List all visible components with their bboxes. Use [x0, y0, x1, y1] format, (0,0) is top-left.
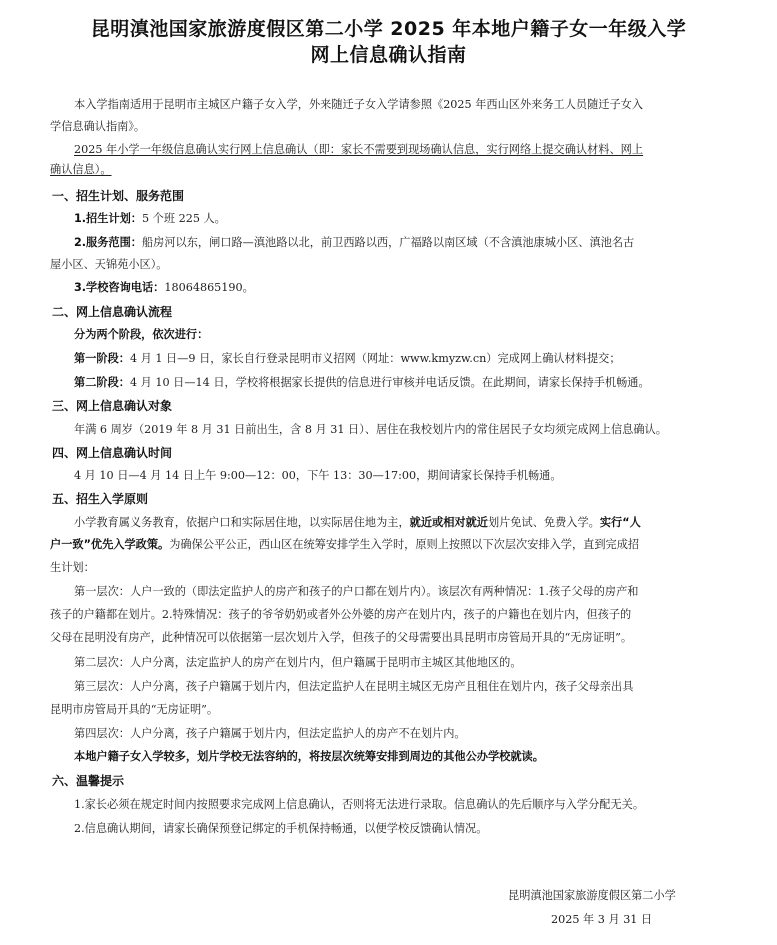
level1-line2: 孩子的户籍都在划片。2.特殊情况：孩子的爷爷奶奶或者外公外婆的房产在划片内，孩子的户籍也在划片内，但孩子的 [50, 608, 632, 621]
section1-heading: 一、招生计划、服务范围 [52, 189, 185, 203]
phone-label: 3.学校咨询电话： [74, 281, 165, 294]
principle-line1 [74, 516, 641, 530]
intro-line2: 学信息确认指南》。 [50, 120, 146, 133]
stage1-label: 第一阶段： [74, 352, 130, 365]
principle-line3: 生计划： [50, 561, 95, 574]
level2-line: 第二层次：人户分离，法定监护人的房产在划片内，但户籍属于昆明市主城区其他地区的。 [74, 656, 522, 669]
level1-line1: 第一层次：人户一致的（即法定监护人的房产和孩子的户口都在划片内）。该层次有两种情况：1.孩子父母的房产和 [74, 585, 639, 598]
scope-label: 2.服务范围： [74, 236, 142, 249]
plan-text: 5 个班 225 人。 [141, 212, 226, 225]
notice-line1: 2025 年小学一年级信息确认实行网上信息确认（即：家长不需要到现场确认信息，实行网络上提交确认材料、网上 [74, 143, 644, 156]
stage2-label: 第二阶段： [74, 376, 130, 389]
section3-heading: 三、网上信息确认对象 [52, 399, 173, 413]
stage1-text: 4 月 1 日—9 日，家长自行登录昆明市义招网（网址：www.kmyzw.cn）完成网上确认材料提交； [129, 352, 621, 365]
principle-emphasis-policy-b: 户一致”优先入学政策。 [50, 538, 170, 551]
principle-line2 [50, 538, 639, 552]
level1-line3: 父母在昆明没有房产，此种情况可以依据第一层次划片入学，但孩子的父母需要出具昆明市房管局开具的“无房证明”。 [50, 631, 633, 644]
notice-line2: 确认信息）。 [50, 163, 112, 176]
stage-intro: 分为两个阶段，依次进行： [74, 328, 209, 341]
level3-line2: 昆明市房管局开具的“无房证明”。 [50, 703, 219, 716]
plan-label: 1.招生计划： [74, 212, 142, 225]
stage2-item [74, 376, 650, 390]
principle-text-c: 划片免试、免费入学。 [487, 516, 600, 529]
section2-heading: 二、网上信息确认流程 [52, 305, 173, 319]
section3-text: 年满 6 周岁（2019 年 8 月 31 日前出生，含 8 月 31 日）、居住在我校划片内的常住居民子女均须完成网上信息确认。 [74, 423, 667, 436]
tip1: 1.家长必须在规定时间内按照要求完成网上信息确认，否则将无法进行录取。信息确认的先后顺序与入学分配无关。 [74, 798, 645, 811]
scope-text-line1: 船房河以东，闸口路—滇池路以北，前卫西路以西，广福路以南区域（不含滇池康城小区、滇池名古 [141, 236, 635, 249]
scope-item [74, 236, 634, 250]
document-title-line2: 网上信息确认指南 [310, 44, 467, 66]
plan-item [74, 212, 226, 226]
section6-heading: 六、温馨提示 [52, 774, 125, 788]
principle-emphasis-nearby: 就近或相对就近 [409, 516, 488, 529]
stage2-text: 4 月 10 日—14 日，学校将根据家长提供的信息进行审核并电话反馈。在此期间，请家长保持手机畅通。 [129, 376, 650, 389]
document-title-line1: 昆明滇池国家旅游度假区第二小学 2025 年本地户籍子女一年级入学 [90, 18, 687, 40]
principle-text-a: 小学教育属义务教育，依据户口和实际居住地，以实际居住地为主， [74, 516, 410, 529]
section5-heading: 五、招生入学原则 [52, 492, 149, 506]
stage1-item [74, 352, 621, 366]
scope-text-line2: 屋小区、天锦苑小区）。 [50, 258, 168, 271]
principle-text-l2: 为确保公平公正，西山区在统筹安排学生入学时，原则上按照以下次层次安排入学，直到完成招 [169, 538, 640, 551]
capacity-note: 本地户籍子女入学较多，划片学校无法容纳的，将按层次统筹安排到周边的其他公办学校就读。 [74, 750, 544, 763]
level3-line1: 第三层次：人户分离，孩子户籍属于划片内，但法定监护人在昆明主城区无房产且租住在划片内，孩子父母亲出具 [74, 680, 634, 693]
section4-heading: 四、网上信息确认时间 [52, 446, 173, 460]
principle-emphasis-policy-a: 实行“人 [599, 516, 641, 529]
intro-line1: 本入学指南适用于昆明市主城区户籍子女入学，外来随迁子女入学请参照《2025 年西山区外来务工人员随迁子女入 [74, 98, 644, 111]
tip2: 2.信息确认期间，请家长确保预登记绑定的手机保持畅通，以便学校反馈确认情况。 [74, 822, 488, 835]
phone-item [74, 281, 254, 295]
phone-text: 18064865190。 [164, 281, 254, 294]
signature-date: 2025 年 3 月 31 日 [551, 913, 653, 926]
signature-org: 昆明滇池国家旅游度假区第二小学 [508, 889, 676, 902]
section4-text: 4 月 10 日—4 月 14 日上午 9:00—12：00，下午 13：30—17:00，期间请家长保持手机畅通。 [74, 469, 562, 482]
level4-line: 第四层次：人户分离，孩子户籍属于划片内，但法定监护人的房产不在划片内。 [74, 727, 466, 740]
